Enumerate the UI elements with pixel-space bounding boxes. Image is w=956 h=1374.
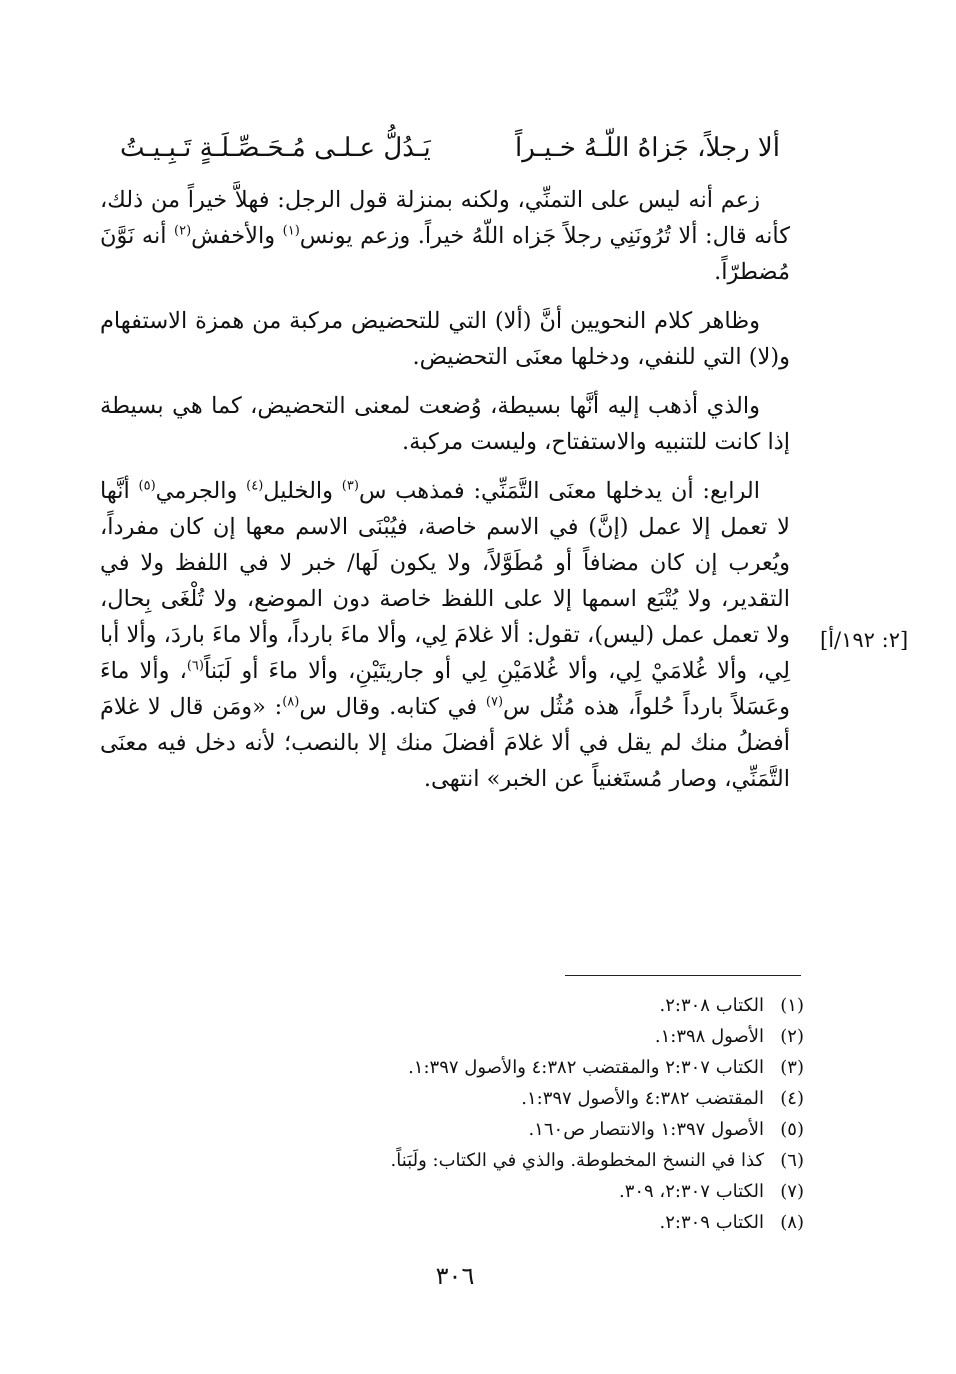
paragraph-text: زعم أنه ليس على التمنِّي، ولكنه بمنزلة قول الرجل: فهلاَّ خيراً من ذلك، كأنه قال: ألا تُرُونَنِي رجلاً جَزاه اللّهُ خيراً. وزعم يونس: [100, 187, 790, 249]
footnote-marker: (٢): [174, 223, 192, 239]
body-paragraph: [100, 182, 790, 290]
page-number: ٣٠٦: [435, 1262, 475, 1290]
paragraph-text: في كتابه. وقال س: [299, 694, 486, 720]
footnotes-list: [300, 990, 804, 1238]
footnote-number: (٧): [780, 1181, 804, 1202]
footnote-item: [300, 1052, 804, 1083]
paragraph-text: ، وألا ماءَ وعَسَلاً بارداً حُلواً، هذه مُثُل س: [100, 658, 790, 720]
manuscript-folio-reference: [٢: ١٩٢/أ]: [820, 628, 909, 652]
footnote-text: الكتاب ٢:٣٠٩.: [659, 1212, 764, 1233]
footnote-text: كذا في النسخ المخطوطة. والذي في الكتاب: ولَبَناً.: [390, 1150, 764, 1171]
paragraph-text: : «ومَن قال لا غلامَ أفضلُ منك لم يقل في ألا غلامَ أفضلَ منك إلا بالنصب؛ لأنه دخل فيه معنَى التَّمَنِّي، وصار مُستَغنياً عن الخبر» انتهى.: [100, 694, 790, 792]
footnote-item: [300, 1145, 804, 1176]
footnote-number: (١): [780, 995, 804, 1016]
verse-line: [120, 128, 780, 168]
footnote-text: الأصول ١:٣٩٨.: [654, 1026, 764, 1047]
paragraph-text: والخليل: [263, 478, 342, 504]
footnote-number: (٣): [780, 1057, 804, 1078]
footnote-number: (٨): [780, 1212, 804, 1233]
footnote-text: الأصول ١:٣٩٧ والانتصار ص١٦٠.: [528, 1119, 764, 1140]
footnote-number: (٤): [780, 1088, 804, 1109]
verse-second-hemistich: يَـدُلُّ عـلـى مُـحَـصِّـلَـةٍ تَـبِـيـتُ: [120, 133, 431, 163]
footnote-marker: (٥): [138, 478, 156, 494]
body-paragraph: [100, 303, 790, 375]
paragraph-text: والجرمي: [155, 478, 247, 504]
body-paragraph: [100, 388, 790, 460]
footnote-marker: (٣): [341, 478, 359, 494]
footnote-item: [300, 1083, 804, 1114]
body-paragraph: [100, 473, 790, 797]
footnote-text: الكتاب ٢:٣٠٧، ٣٠٩.: [618, 1181, 764, 1202]
footnote-number: (٦): [780, 1150, 804, 1171]
paragraph-text: والأخفش: [191, 223, 283, 249]
body-text: [100, 182, 790, 810]
paragraph-text: الرابع: أن يدخلها معنَى التَّمَنِّي: فمذهب س: [358, 478, 760, 504]
footnote-marker: (٤): [246, 478, 264, 494]
footnote-text: الكتاب ٢:٣٠٨.: [659, 995, 764, 1016]
paragraph-text: أنه نَوَّنَ مُضطرّاً.: [100, 223, 790, 285]
footnote-separator: [565, 975, 801, 976]
footnote-item: [300, 1114, 804, 1145]
paragraph-text: أنَّها لا تعمل إلا عمل (إنَّ) في الاسم خاصة، فيُبْنَى الاسم معها إن كان مفرداً، ويُعرب إن كان مضافاً أو مُطَوَّلاً، ولا يكون لَها/ خبر لا في اللفظ ولا في التقدير، ولا يُتْبَع اسمها إلا على اللفظ خاصة دون الموضع، ولا تُلْغَى بِحال، ولا تعمل عمل (ليس)، تقول: ألا غلامَ لِي، وألا ماءَ بارداً، وألا ماءَ باردَ، وألا أبا لِي، وألا غُلامَيْ لِي، وألا غُلامَيْنِ لِي أو جاريتَيْنِ، وألا ماءَ أو لَبَناً: [99, 478, 790, 684]
footnote-item: [300, 1021, 804, 1052]
footnote-text: المقتضب ٤:٣٨٢ والأصول ١:٣٩٧.: [521, 1088, 764, 1109]
footnote-marker: (٨): [282, 694, 300, 710]
footnote-number: (٥): [780, 1119, 804, 1140]
footnote-item: [300, 1207, 804, 1238]
footnote-marker: (٧): [485, 694, 504, 710]
footnote-item: [300, 1176, 804, 1207]
footnote-item: [300, 990, 804, 1021]
paragraph-text: وظاهر كلام النحويين أنَّ (ألا) التي للتحضيض مركبة من همزة الاستفهام و(لا) التي للنفي، ودخلها معنَى التحضيض.: [100, 308, 790, 370]
verse-first-hemistich: ألا رجلاً، جَزاهُ اللّـهُ خـيـراً: [515, 133, 780, 163]
footnote-number: (٢): [780, 1026, 804, 1047]
footnote-marker: (١): [282, 223, 300, 239]
paragraph-text: والذي أذهب إليه أنَّها بسيطة، وُضعت لمعنى التحضيض، كما هي بسيطة إذا كانت للتنبيه والاستفتاح، وليست مركبة.: [100, 393, 790, 455]
footnote-marker: (٦): [186, 658, 204, 674]
footnote-text: الكتاب ٢:٣٠٧ والمقتضب ٤:٣٨٢ والأصول ١:٣٩٧.: [408, 1057, 764, 1078]
